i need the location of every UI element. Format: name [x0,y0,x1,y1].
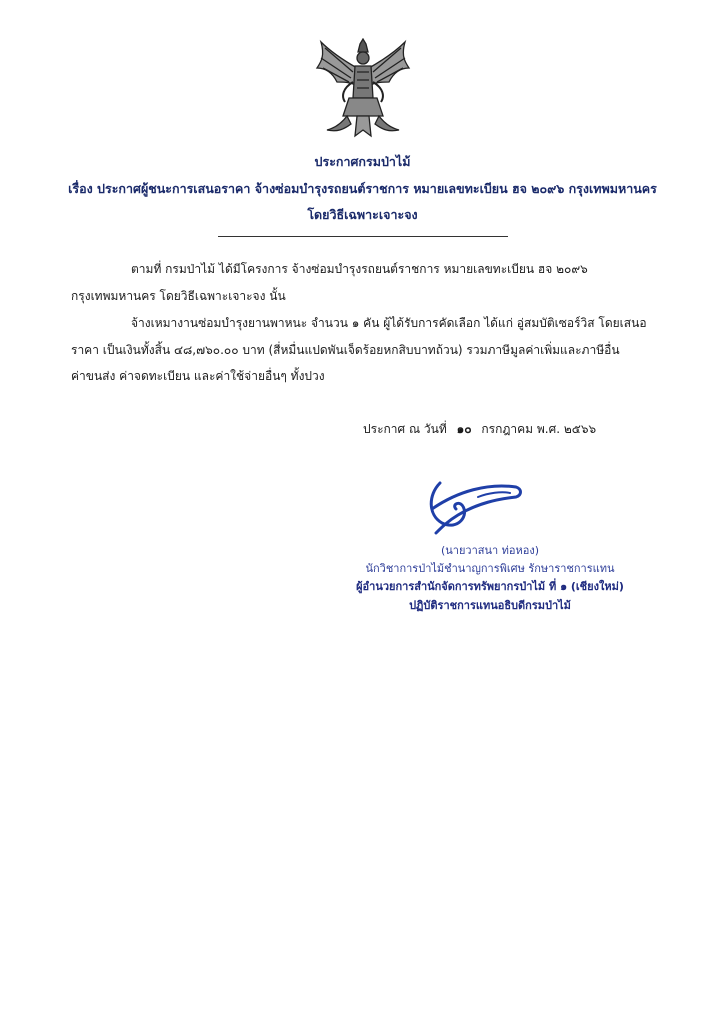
date-month-year: กรกฎาคม พ.ศ. ๒๕๖๖ [481,422,597,436]
announcement-subject: เรื่อง ประกาศผู้ชนะการเสนอราคา จ้างซ่อมบำรุงรถยนต์ราชการ หมายเลขทะเบียน ฮจ ๒๐๙๖ กรุงเทพมหานคร [68,181,657,196]
announcement-date [363,420,596,439]
divider-line [218,236,508,237]
body-paragraph1-line1: ตามที่ กรมป่าไม้ ได้มีโครงการ จ้างซ่อมบำรุงรถยนต์ราชการ หมายเลขทะเบียน ฮจ ๒๐๙๖ [131,262,588,276]
date-day: ๑๐ [456,422,472,436]
announcement-subject-method: โดยวิธีเฉพาะเจาะจง [307,207,418,222]
garuda-emblem-icon [313,38,413,140]
signatory-position-line2: ผู้อำนวยการสำนักจัดการทรัพยากรป่าไม้ ที่ ๑ (เชียงใหม่) [356,580,624,593]
signatory-position-line3: ปฏิบัติราชการแทนอธิบดีกรมป่าไม้ [409,599,571,612]
signatory-position-line1: นักวิชาการป่าไม้ชำนาญการพิเศษ รักษาราชการแทน [365,562,615,575]
body-paragraph2-line2: ราคา เป็นเงินทั้งสิ้น ๔๘,๗๖๐.๐๐ บาท (สี่หมื่นแปดพันเจ็ดร้อยหกสิบบาทถ้วน) รวมภาษีมูลค่าเพิ่มและภาษีอื่น [71,343,620,357]
handwritten-signature [418,475,526,537]
body-paragraph2-line3: ค่าขนส่ง ค่าจดทะเบียน และค่าใช้จ่ายอื่นๆ ทั้งปวง [71,369,325,383]
signatory-name: (นายวาสนา ท่อหอง) [440,544,540,557]
body-paragraph1-line2: กรุงเทพมหานคร โดยวิธีเฉพาะเจาะจง นั้น [71,289,286,303]
announcement-title: ประกาศกรมป่าไม้ [314,154,411,169]
date-label: ประกาศ ณ วันที่ [363,422,447,436]
body-paragraph2-line1: จ้างเหมางานซ่อมบำรุงยานพาหนะ จำนวน ๑ คัน ผู้ได้รับการคัดเลือก ได้แก่ อู่สมบัติเซอร์วิส โดยเสนอ [131,316,647,330]
